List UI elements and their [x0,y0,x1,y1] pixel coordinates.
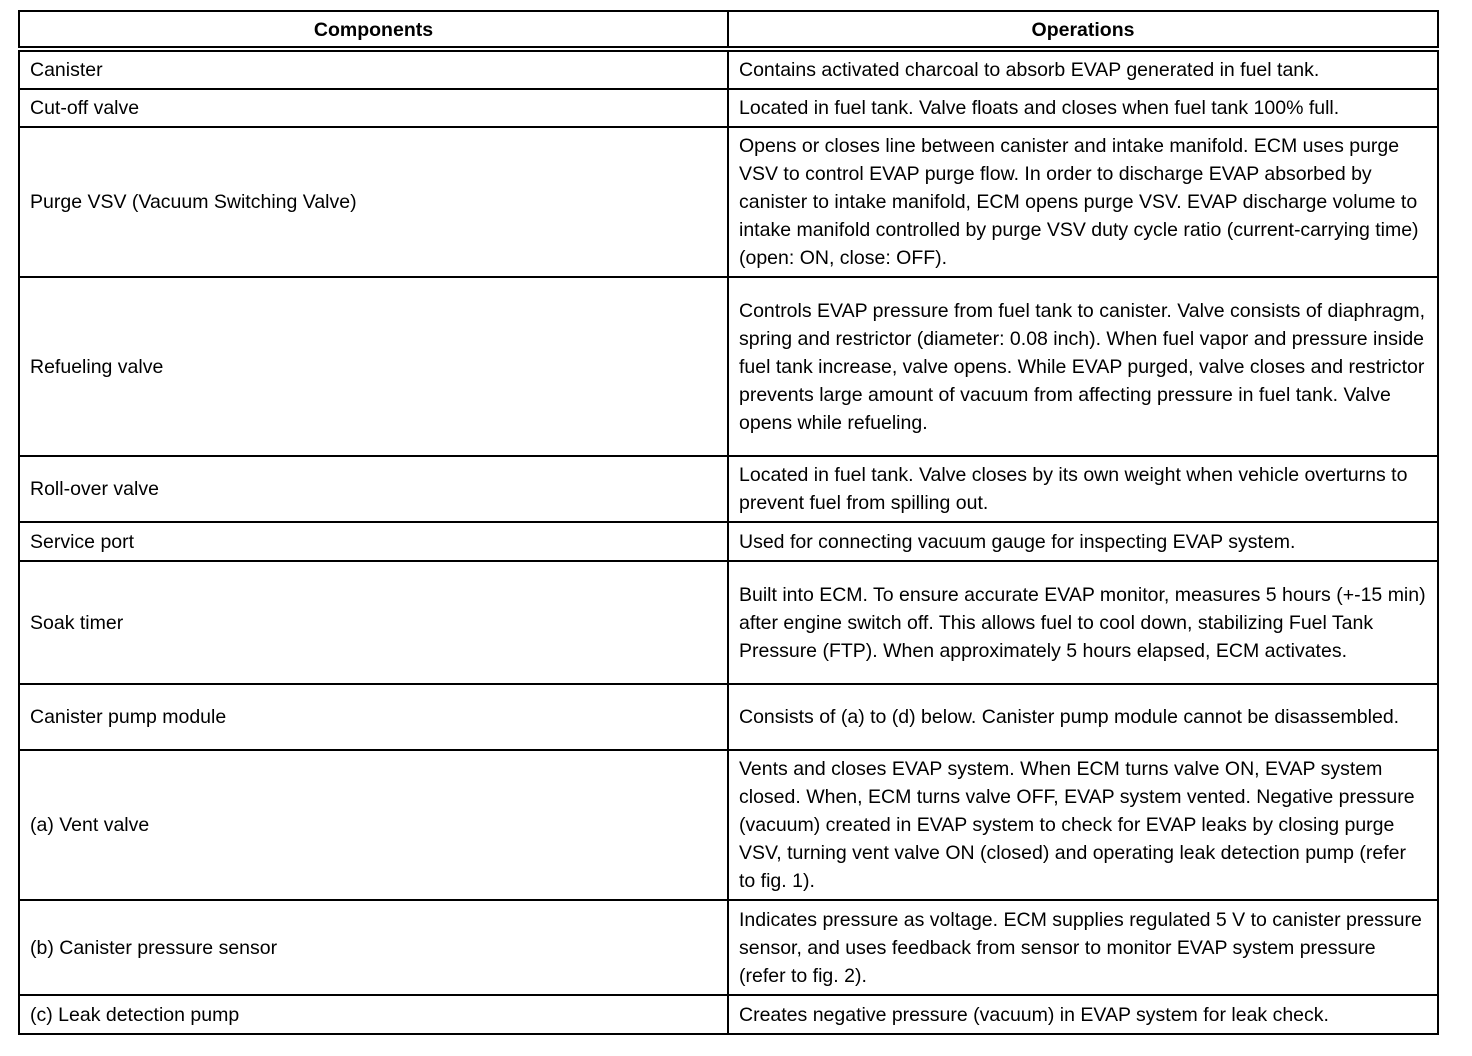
operation-cell: Located in fuel tank. Valve closes by its own weight when vehicle overturns to prevent fuel from spilling out. [728,456,1438,522]
component-cell: (a) Vent valve [19,750,728,900]
component-cell: Roll-over valve [19,456,728,522]
operation-cell: Indicates pressure as voltage. ECM supplies regulated 5 V to canister pressure sensor, and uses feedback from sensor to monitor EVAP system pressure (refer to fig. 2). [728,900,1438,995]
operation-cell: Located in fuel tank. Valve floats and closes when fuel tank 100% full. [728,89,1438,127]
component-cell: Purge VSV (Vacuum Switching Valve) [19,127,728,277]
table-header [19,11,1438,49]
table-row [19,49,1438,89]
operation-cell: Consists of (a) to (d) below. Canister pump module cannot be disassembled. [728,684,1438,750]
component-cell: Canister [19,49,728,89]
table-row [19,127,1438,277]
component-cell: Soak timer [19,561,728,684]
table-row [19,750,1438,900]
header-components: Components [19,11,728,49]
table-row [19,684,1438,750]
component-cell: Canister pump module [19,684,728,750]
components-operations-table [18,10,1439,1035]
operation-cell: Used for connecting vacuum gauge for inspecting EVAP system. [728,522,1438,561]
operation-cell: Opens or closes line between canister and intake manifold. ECM uses purge VSV to control EVAP purge flow. In order to discharge EVAP absorbed by canister to intake manifold, ECM opens purge VSV. EVAP discharge volume to intake manifold controlled by purge VSV duty cycle ratio (current-carrying time) (open: ON, close: OFF). [728,127,1438,277]
table-row [19,522,1438,561]
table-row [19,89,1438,127]
table-row [19,456,1438,522]
component-cell: (b) Canister pressure sensor [19,900,728,995]
table-body [19,49,1438,1034]
component-cell: (c) Leak detection pump [19,995,728,1034]
header-operations: Operations [728,11,1438,49]
table-row [19,277,1438,456]
table-row [19,900,1438,995]
component-cell: Cut-off valve [19,89,728,127]
operation-cell: Contains activated charcoal to absorb EVAP generated in fuel tank. [728,49,1438,89]
operation-cell: Built into ECM. To ensure accurate EVAP monitor, measures 5 hours (+-15 min) after engine switch off. This allows fuel to cool down, stabilizing Fuel Tank Pressure (FTP). When approximately 5 hours elapsed, ECM activates. [728,561,1438,684]
header-row [19,11,1438,49]
component-cell: Refueling valve [19,277,728,456]
operation-cell: Creates negative pressure (vacuum) in EVAP system for leak check. [728,995,1438,1034]
component-cell: Service port [19,522,728,561]
table-row [19,995,1438,1034]
operation-cell: Vents and closes EVAP system. When ECM turns valve ON, EVAP system closed. When, ECM turns valve OFF, EVAP system vented. Negative pressure (vacuum) created in EVAP system to check for EVAP leaks by closing purge VSV, turning vent valve ON (closed) and operating leak detection pump (refer to fig. 1). [728,750,1438,900]
table-row [19,561,1438,684]
operation-cell: Controls EVAP pressure from fuel tank to canister. Valve consists of diaphragm, spring and restrictor (diameter: 0.08 inch). When fuel vapor and pressure inside fuel tank increase, valve opens. While EVAP purged, valve closes and restrictor prevents large amount of vacuum from affecting pressure in fuel tank. Valve opens while refueling. [728,277,1438,456]
